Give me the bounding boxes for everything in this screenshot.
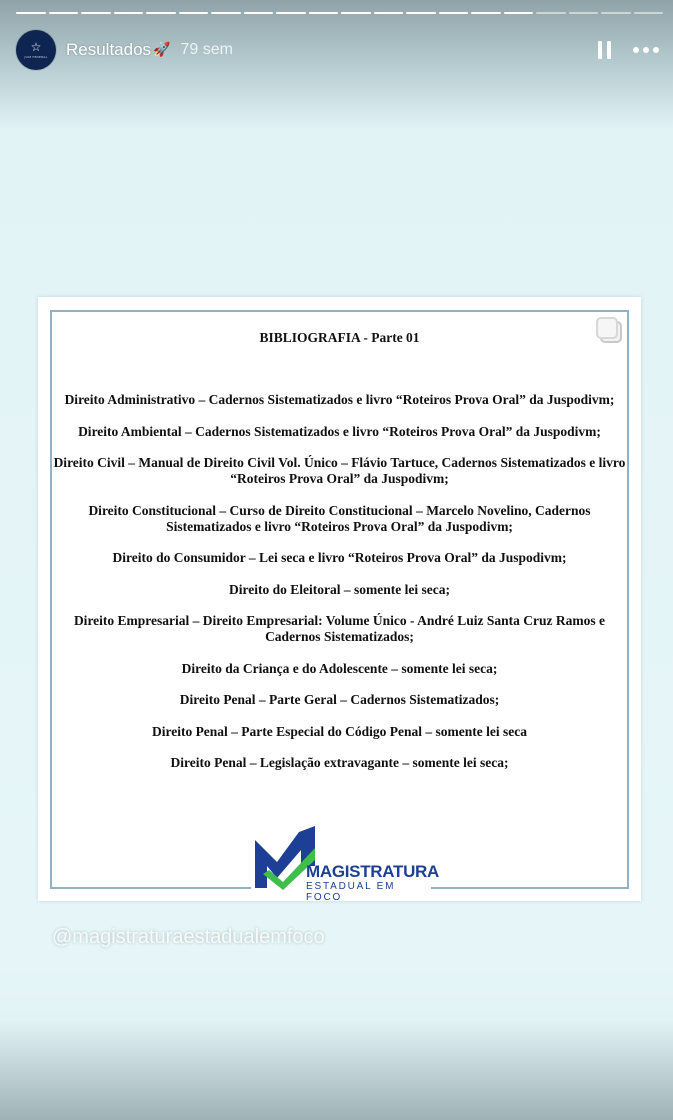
progress-segment xyxy=(81,12,111,14)
story-header xyxy=(16,30,659,70)
bibliography-entry: Direito Penal – Parte Especial do Código Penal – somente lei seca xyxy=(151,723,528,739)
more-options-icon[interactable] xyxy=(633,47,659,53)
progress-segment xyxy=(374,12,404,14)
bibliography-entry: Direito Constitucional – Curso de Direito Constitucional – Marcelo Novelino, Cadernos Sistematizados e livro “Roteiros Prova Oral” da Juspodivm; xyxy=(88,502,591,534)
progress-segment xyxy=(536,12,566,14)
rocket-emoji: 🚀 xyxy=(153,42,171,58)
progress-segment xyxy=(601,12,631,14)
progress-segment xyxy=(276,12,306,14)
progress-segment xyxy=(569,12,599,14)
star-icon: ☆ xyxy=(30,40,42,54)
bibliography-entry: Direito Civil – Manual de Direito Civil Vol. Único – Flávio Tartuce, Cadernos Sistematizados e livro “Roteiros Prova Oral” da Juspodivm; xyxy=(53,455,626,486)
progress-segment xyxy=(244,12,274,14)
bibliography-entry: Direito Penal – Legislação extravagante – somente lei seca; xyxy=(170,755,509,770)
progress-segment xyxy=(439,12,469,14)
logo-name: MAGISTRATURA xyxy=(306,862,440,881)
avatar-text: JUIZ FEDERAL xyxy=(24,55,48,59)
progress-segment xyxy=(146,12,176,14)
progress-segment xyxy=(309,12,339,14)
document-title: BIBLIOGRAFIA - Parte 01 xyxy=(259,330,420,345)
progress-segment xyxy=(114,12,144,14)
progress-segment xyxy=(406,12,436,14)
bibliography-entry: Direito Empresarial – Direito Empresarial: Volume Único - André Luiz Santa Cruz Ramos e Cadernos Sistematizados; xyxy=(73,613,606,644)
bibliography-entry: Direito Ambiental – Cadernos Sistematizados e livro “Roteiros Prova Oral” da Juspodivm; xyxy=(78,423,601,439)
progress-segment xyxy=(49,12,79,14)
bibliography-entry: Direito do Consumidor – Lei seca e livro “Roteiros Prova Oral” da Juspodivm; xyxy=(112,550,567,565)
username[interactable]: Resultados xyxy=(66,40,152,59)
bibliography-entry: Direito Penal – Parte Geral – Cadernos Sistematizados; xyxy=(179,692,500,707)
document-image xyxy=(38,297,641,901)
progress-segment xyxy=(16,12,46,14)
bibliography-entry: Direito da Criança e do Adolescente – somente lei seca; xyxy=(181,660,498,676)
progress-segment xyxy=(179,12,209,14)
avatar[interactable] xyxy=(16,30,56,70)
progress-segment xyxy=(341,12,371,14)
progress-segment xyxy=(634,12,664,14)
magistratura-logo xyxy=(251,824,440,903)
progress-segment xyxy=(471,12,501,14)
bibliography-entry: Direito do Eleitoral – somente lei seca; xyxy=(229,581,450,597)
progress-segment xyxy=(211,12,241,14)
bibliography-entry: Direito Administrativo – Cadernos Sistematizados e livro “Roteiros Prova Oral” da Juspodivm; xyxy=(64,392,615,407)
bibliography-list xyxy=(50,392,629,787)
mention-sticker[interactable]: @magistraturaestadualemfoco xyxy=(52,926,325,948)
progress-segment xyxy=(504,12,534,14)
logo-subtitle: ESTADUAL EM FOCO xyxy=(306,881,396,903)
time-ago: 79 sem xyxy=(180,41,233,58)
story-progress-bar xyxy=(16,12,663,14)
pause-icon[interactable] xyxy=(598,41,611,59)
